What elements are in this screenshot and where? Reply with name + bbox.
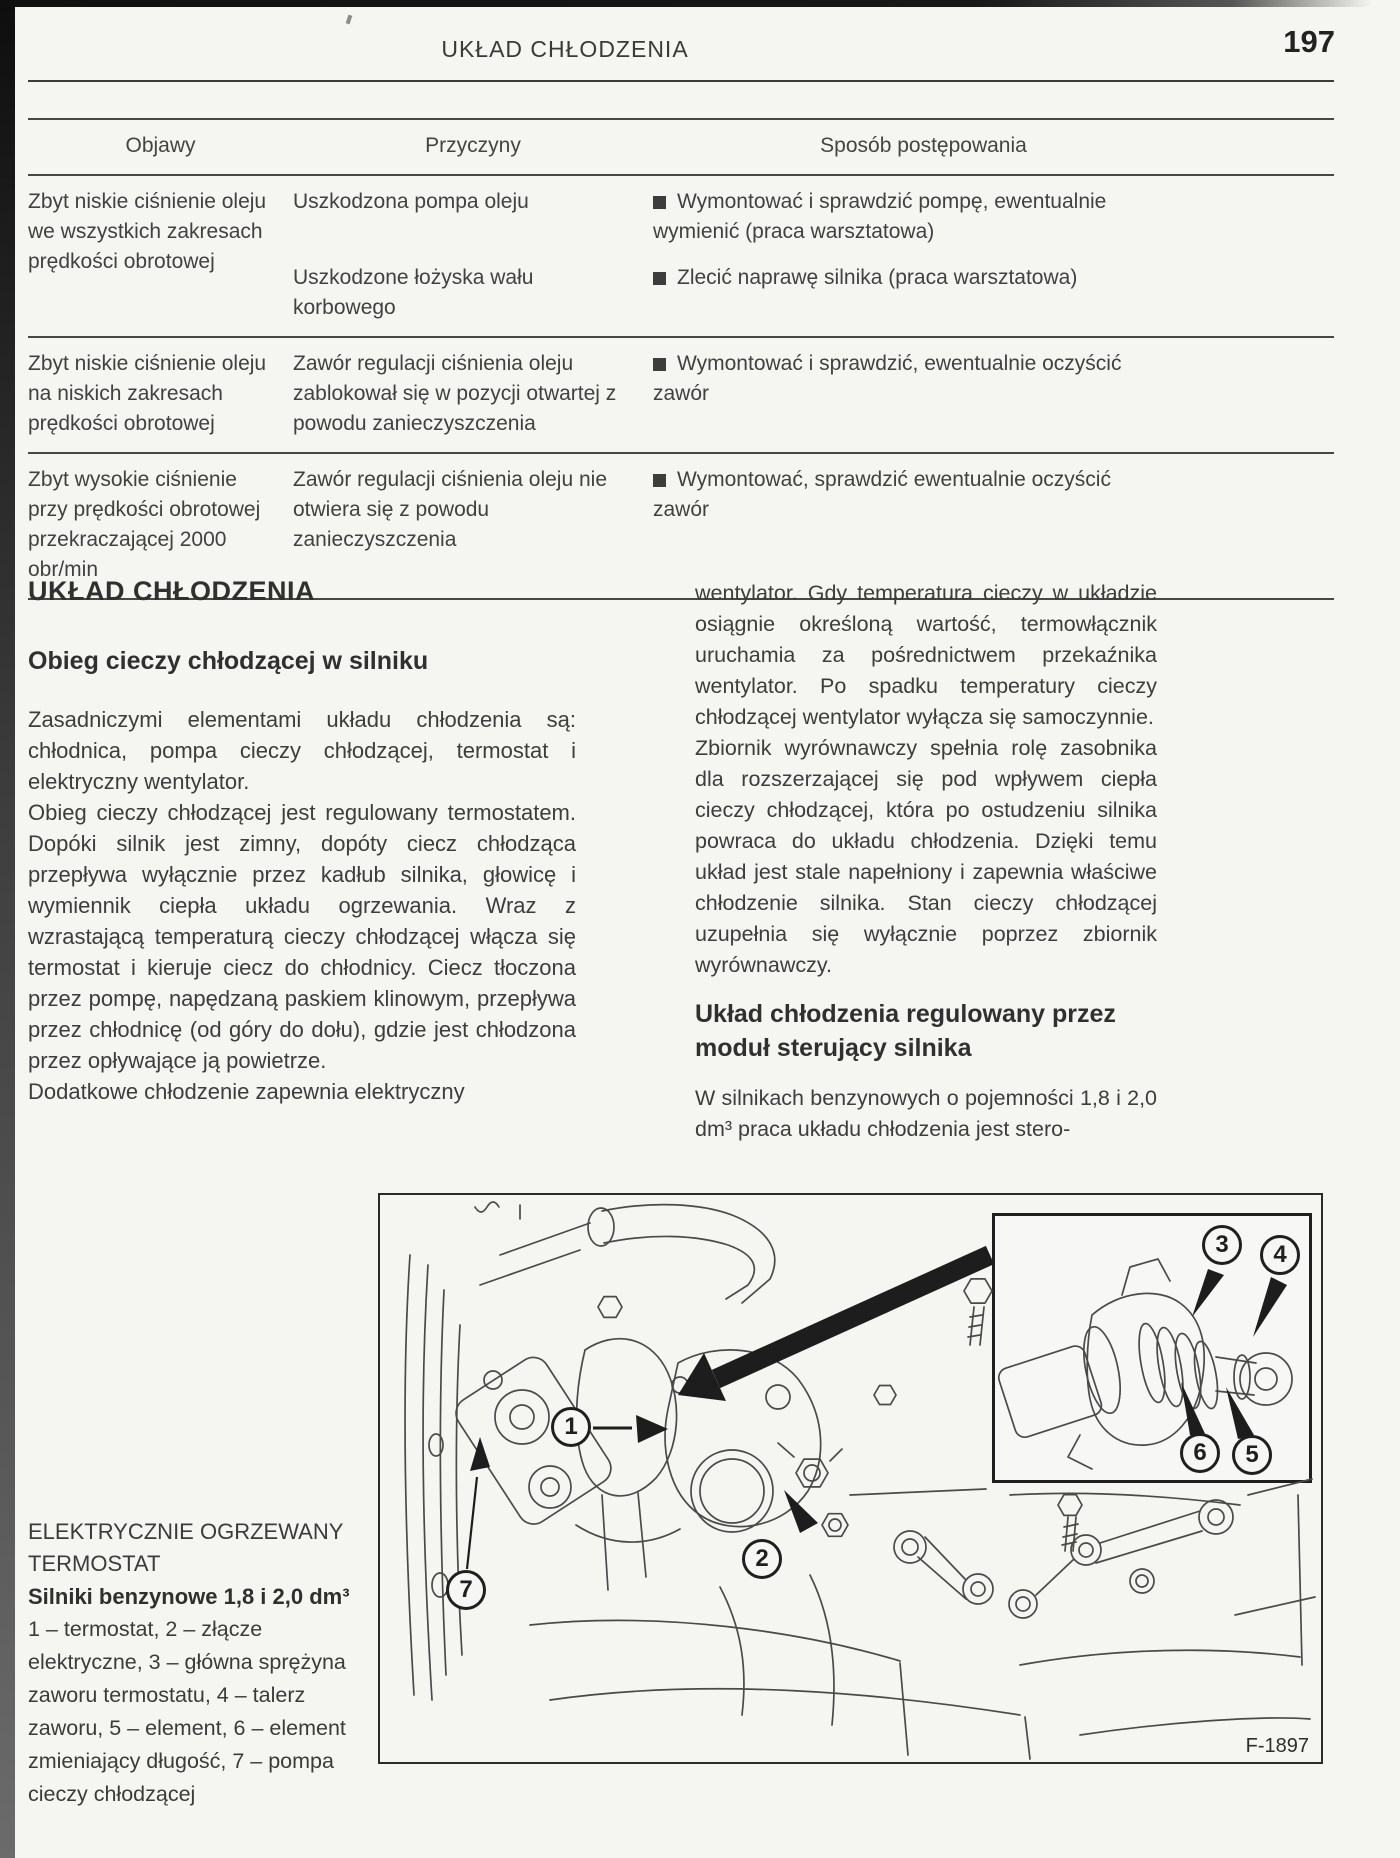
figure-caption-legend: 1 – termostat, 2 – złącze elektryczne, 3 – główna sprężyna zaworu termostatu, 4 – talerz zaworu, 5 – element, 6 – element zmieniający długość, 7 – pompa cieczy chłodzącej [28, 1617, 346, 1806]
table-header-procedure: Sposób postępowania [820, 134, 1027, 157]
action-text: Wymontować, sprawdzić ewentualnie oczyścić zawór [653, 468, 1111, 521]
body-paragraph: Obieg cieczy chłodzącej jest regulowany termostatem. Dopóki silnik jest zimny, dopóty ciecz chłodząca przepływa wyłącznie przez kadłub silnika, głowicę i wymiennik ciepła układu ogrzewania. Wraz z wzrastającą temperaturą cieczy chłodzącej włącza się termostat i kieruje ciecz do chłodnicy. Ciecz tłoczona przez pompę, napędzaną paskiem klinowym, przepływa przez chłodnicę (od góry do dołu), gdzie jest chłodzona przez opływające ją powietrze. [28, 800, 576, 1073]
table-row [28, 176, 1334, 338]
scan-speck [346, 15, 353, 25]
page-number: 197 [1283, 24, 1335, 59]
left-text-column [28, 576, 576, 1107]
callout-label: 2 [755, 1545, 769, 1572]
callout-label: 4 [1273, 1241, 1287, 1268]
running-header-title: UKŁAD CHŁODZENIA [441, 36, 689, 62]
subsection-title-coolant-circuit: Obieg cieczy chłodzącej w silniku [28, 647, 429, 675]
section-title: UKŁAD CHŁODZENIA [28, 576, 315, 606]
subsection-title-ecm-cooling: Układ chłodzenia regulowany przez moduł sterujący silnika [695, 1000, 1116, 1062]
figure-caption-subtitle: Silniki benzynowe 1,8 i 2,0 dm³ [28, 1584, 350, 1609]
figure-callout-3 [1202, 1225, 1242, 1265]
callout-label: 6 [1193, 1439, 1207, 1466]
cause-cell: Uszkodzona pompa oleju [293, 190, 529, 213]
right-text-column [695, 578, 1157, 1145]
scan-artifact-left-edge [0, 0, 15, 1858]
body-paragraph: W silnikach benzynowych o pojemności 1,8 i 2,0 dm³ praca układu chłodzenia jest stero- [695, 1086, 1157, 1141]
action-cell [653, 465, 1153, 555]
cause-action-pair [293, 465, 1334, 555]
symptom-cell: Zbyt niskie ciśnienie oleju we wszystkich zakresach prędkości obrotowej [28, 190, 267, 273]
action-cell [653, 263, 1153, 323]
action-cell [653, 349, 1153, 439]
action-text: Wymontować i sprawdzić pompę, ewentualnie wymienić (praca warsztatowa) [653, 190, 1107, 243]
figure-caption-title: ELEKTRYCZNIE OGRZEWANY TERMOSTAT [28, 1519, 343, 1576]
table-header-causes: Przyczyny [425, 134, 521, 157]
body-paragraph: Zasadniczymi elementami układu chłodzenia są: chłodnica, pompa cieczy chłodzącej, termostat i elektryczny wentylator. [28, 707, 576, 794]
cause-action-pair [293, 187, 1334, 247]
engine-figure [378, 1193, 1323, 1764]
bullet-square-icon [653, 272, 666, 285]
figure-caption [28, 1516, 380, 1811]
figure-callout-4 [1260, 1235, 1300, 1275]
engine-line-art [380, 1195, 1321, 1762]
action-text: Wymontować i sprawdzić, ewentualnie oczyścić zawór [653, 352, 1122, 405]
figure-callout-1 [551, 1407, 591, 1447]
figure-callout-7 [446, 1570, 486, 1610]
action-text: Zlecić naprawę silnika (praca warsztatowa) [677, 266, 1078, 289]
cause-action-pair [293, 263, 1334, 323]
callout-label: 5 [1245, 1441, 1259, 1468]
header-rule [28, 80, 1334, 82]
cause-cell: Zawór regulacji ciśnienia oleju zablokował się w pozycji otwartej z powodu zanieczyszczenia [293, 352, 617, 435]
callout-label: 1 [564, 1413, 578, 1440]
figure-callout-6 [1180, 1433, 1220, 1473]
cause-action-pair [293, 349, 1334, 439]
cause-cell: Uszkodzone łożyska wału korbowego [293, 266, 534, 319]
table-header-symptoms: Objawy [125, 134, 196, 157]
scan-artifact-top-edge [0, 0, 1400, 7]
symptom-cell: Zbyt niskie ciśnienie oleju na niskich zakresach prędkości obrotowej [28, 352, 267, 435]
body-paragraph: Zbiornik wyrównawczy spełnia rolę zasobnika dla rozszerzającej się pod wpływem ciepła cieczy chłodzącej, która po ostudzeniu silnika powraca do układu chłodzenia. Dzięki temu układ jest stale napełniony i zapewnia właściwe chłodzenie silnika. Stan cieczy chłodzącej uzupełnia się wyłącznie poprzez zbiornik wyrównawczy. [695, 736, 1157, 977]
callout-label: 7 [459, 1576, 473, 1603]
action-cell [653, 187, 1153, 247]
diagnostic-table [28, 118, 1334, 600]
body-paragraph: wentylator. Gdy temperatura cieczy w układzie osiągnie określoną wartość, termowłącznik uruchamia za pośrednictwem przekaźnika wentylator. Po spadku temperatury cieczy chłodzącej wentylator wyłącza się samoczynnie. [695, 581, 1157, 729]
bullet-square-icon [653, 358, 666, 371]
cause-cell: Zawór regulacji ciśnienia oleju nie otwiera się z powodu zanieczyszczenia [293, 468, 607, 551]
table-header-row [28, 120, 1334, 176]
figure-id: F-1897 [1245, 1735, 1309, 1757]
table-row [28, 338, 1334, 454]
bullet-square-icon [653, 474, 666, 487]
bullet-square-icon [653, 196, 666, 209]
figure-callout-2 [742, 1539, 782, 1579]
symptom-cell: Zbyt wysokie ciśnienie przy prędkości obrotowej przekraczającej 2000 obr/min [28, 468, 261, 581]
body-paragraph: Dodatkowe chłodzenie zapewnia elektryczny [28, 1079, 465, 1104]
figure-callout-5 [1232, 1435, 1272, 1475]
callout-label: 3 [1215, 1231, 1229, 1258]
